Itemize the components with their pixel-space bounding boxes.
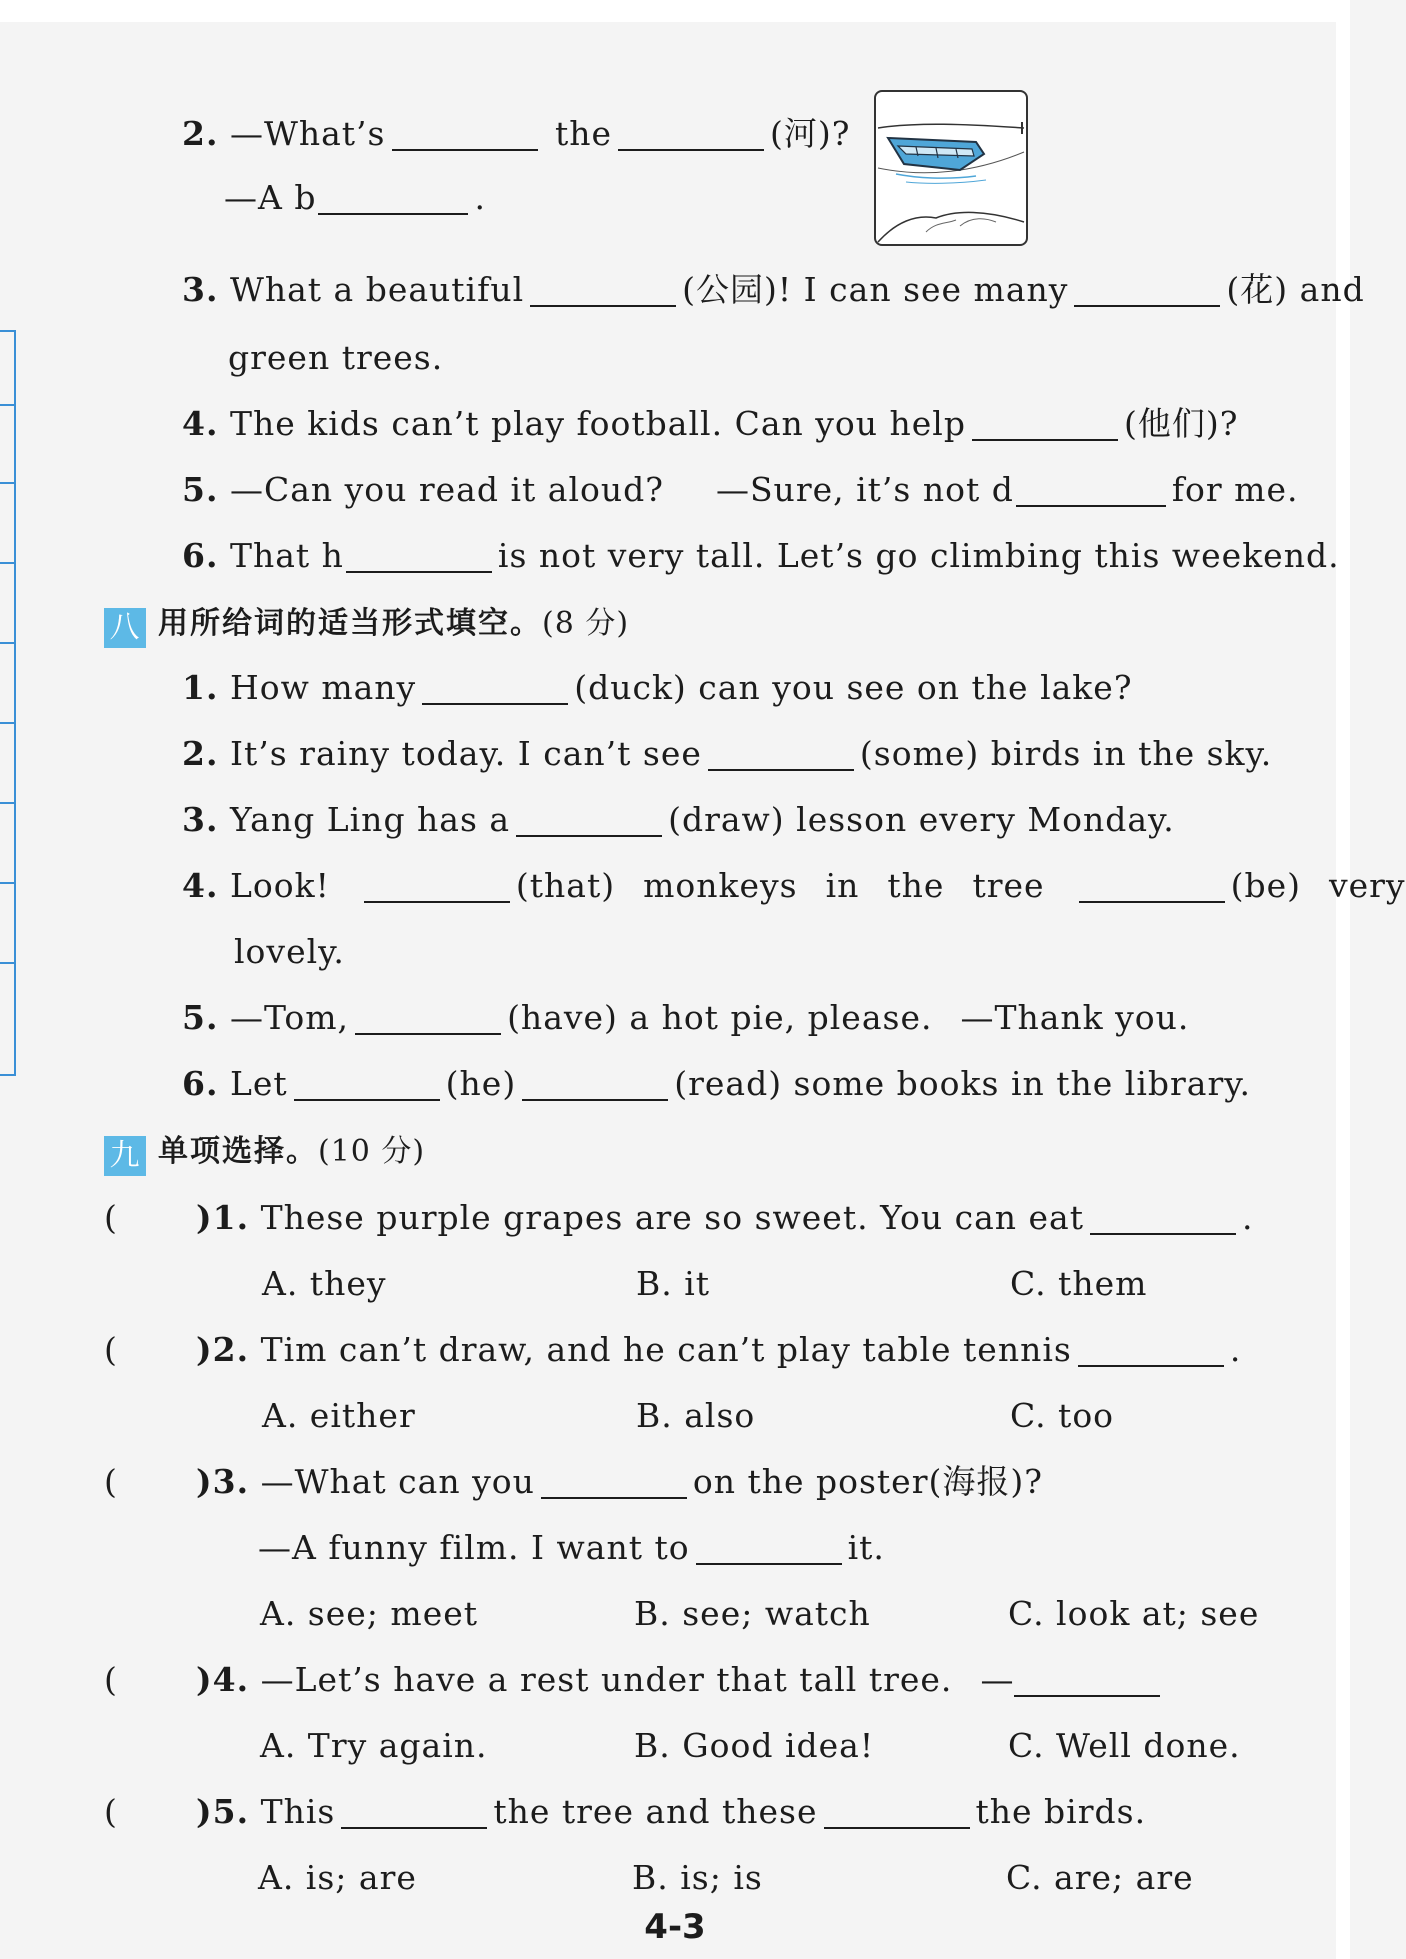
answer-blank[interactable] — [522, 1069, 668, 1101]
answer-blank[interactable] — [392, 119, 538, 151]
question-2: 2. —What’s the (河)? — [182, 114, 851, 153]
answer-blank[interactable] — [530, 275, 676, 307]
section-8-header: 八 用所给词的适当形式填空。(8 分) — [104, 600, 629, 648]
option-b[interactable]: B. also — [636, 1396, 756, 1435]
s9-question-3-reply: —A funny film. I want to it. — [258, 1528, 885, 1567]
option-b[interactable]: B. Good idea! — [634, 1726, 875, 1765]
option-c[interactable]: C. look at; see — [1008, 1594, 1260, 1633]
answer-blank[interactable] — [708, 739, 854, 771]
page-number: 4-3 — [644, 1907, 706, 1947]
answer-blank[interactable] — [696, 1533, 842, 1565]
option-b[interactable]: B. is; is — [632, 1858, 763, 1897]
s8-question-3: 3. Yang Ling has a (draw) lesson every Monday. — [182, 800, 1175, 839]
question-3: 3. What a beautiful (公园)! I can see many (花) and — [182, 270, 1365, 309]
answer-blank[interactable] — [516, 805, 662, 837]
answer-blank[interactable] — [1014, 1665, 1160, 1697]
answer-paren[interactable]: ( — [104, 1462, 117, 1501]
question-6: 6. That h is not very tall. Let’s go climbing this weekend. — [182, 536, 1340, 575]
question-2-reply: —A b . — [224, 178, 486, 217]
option-b[interactable]: B. see; watch — [634, 1594, 871, 1633]
s9-question-1: )1. These purple grapes are so sweet. You can eat . — [196, 1198, 1254, 1237]
option-a[interactable]: A. they — [262, 1264, 387, 1303]
option-a[interactable]: A. is; are — [258, 1858, 417, 1897]
option-c[interactable]: C. them — [1010, 1264, 1148, 1303]
option-c[interactable]: C. Well done. — [1008, 1726, 1241, 1765]
answer-blank[interactable] — [541, 1467, 687, 1499]
question-3-cont: green trees. — [228, 338, 444, 377]
s8-question-2: 2. It’s rainy today. I can’t see (some) birds in the sky. — [182, 734, 1273, 773]
s9-question-3: )3. —What can you on the poster(海报)? — [196, 1462, 1043, 1501]
section-badge: 九 — [104, 1136, 146, 1176]
answer-blank[interactable] — [341, 1797, 487, 1829]
answer-blank[interactable] — [422, 673, 568, 705]
answer-blank[interactable] — [294, 1069, 440, 1101]
s8-question-1: 1. How many (duck) can you see on the lake? — [182, 668, 1133, 707]
answer-blank[interactable] — [1078, 1335, 1224, 1367]
answer-paren[interactable]: ( — [104, 1198, 117, 1237]
s8-question-4: 4. Look! (that) monkeys in the tree (be) very — [182, 866, 1406, 905]
answer-blank[interactable] — [355, 1003, 501, 1035]
answer-blank[interactable] — [824, 1797, 970, 1829]
answer-blank[interactable] — [972, 409, 1118, 441]
answer-blank[interactable] — [318, 183, 468, 215]
s8-question-6: 6. Let (he) (read) some books in the library. — [182, 1064, 1251, 1103]
answer-blank[interactable] — [1090, 1203, 1236, 1235]
option-c[interactable]: C. are; are — [1006, 1858, 1194, 1897]
section-badge: 八 — [104, 608, 146, 648]
s9-question-4: )4. —Let’s have a rest under that tall tree. — — [196, 1658, 1166, 1702]
answer-blank[interactable] — [346, 541, 492, 573]
s8-question-5: 5. —Tom, (have) a hot pie, please. —Thank you. — [182, 998, 1190, 1037]
answer-blank[interactable] — [1079, 871, 1225, 903]
question-5: 5. —Can you read it aloud? —Sure, it’s not d for me. — [182, 470, 1299, 509]
answer-blank[interactable] — [618, 119, 764, 151]
answer-paren[interactable]: ( — [104, 1792, 117, 1831]
question-4: 4. The kids can’t play football. Can you help (他们)? — [182, 404, 1239, 443]
s8-question-4-cont: lovely. — [234, 932, 345, 971]
option-c[interactable]: C. too — [1010, 1396, 1115, 1435]
answer-paren[interactable]: ( — [104, 1660, 117, 1699]
answer-blank[interactable] — [364, 871, 510, 903]
top-margin — [0, 0, 1350, 22]
section-9-header: 九 单项选择。(10 分) — [104, 1128, 425, 1176]
answer-blank[interactable] — [1074, 275, 1220, 307]
binding-margin-box — [0, 330, 16, 1076]
option-a[interactable]: A. see; meet — [260, 1594, 479, 1633]
answer-paren[interactable]: ( — [104, 1330, 117, 1369]
option-a[interactable]: A. either — [262, 1396, 416, 1435]
s9-question-2: )2. Tim can’t draw, and he can’t play table tennis . — [196, 1330, 1242, 1369]
option-b[interactable]: B. it — [636, 1264, 711, 1303]
answer-blank[interactable] — [1016, 475, 1166, 507]
boat-icon — [876, 92, 1026, 244]
s9-question-5: )5. This the tree and these the birds. — [196, 1792, 1147, 1831]
boat-picture — [874, 90, 1028, 246]
option-a[interactable]: A. Try again. — [260, 1726, 488, 1765]
